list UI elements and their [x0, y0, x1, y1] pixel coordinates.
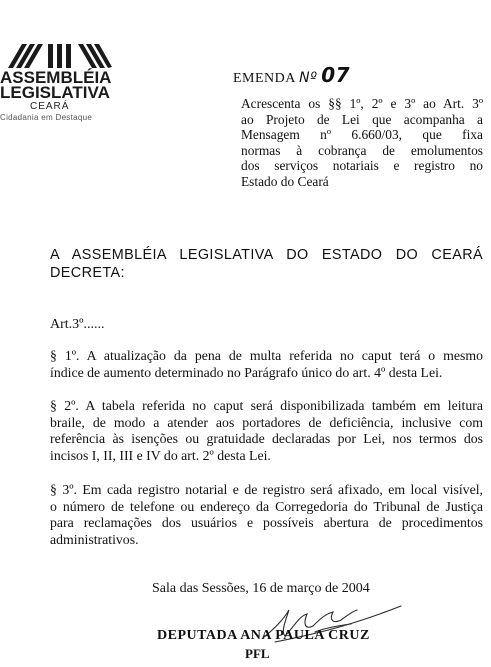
paragraph-3 — [50, 482, 483, 548]
summary-line: Estado do Ceará — [241, 173, 329, 189]
paragraph-line: o número de telefone ou endereço da Corregedoria do Tribunal de Justiça — [50, 498, 483, 514]
paragraph-line: § 1º. A atualização da pena de multa referida no caput terá o mesmo — [50, 348, 483, 363]
decree-header — [50, 246, 483, 282]
paragraph-line: índice de aumento determinado no Parágrafo único do art. 4º desta Lei. — [50, 364, 443, 380]
signer-name: DEPUTADA ANA PAULA CRUZ — [157, 628, 370, 643]
summary-line: dos serviços notariais e registro no — [241, 158, 483, 174]
amendment-number-prefix: Nº — [299, 70, 318, 86]
paragraph-1 — [50, 348, 483, 381]
paragraph-line: para reclamações dos usuários e possíveis abertura de procedimentos — [50, 515, 483, 531]
paragraph-line: referência às isenções ou gratuidade declaradas por Lei, nos termos dos — [50, 431, 483, 447]
summary-line: normas à cobrança de emolumentos — [241, 142, 483, 158]
paragraph-line: incisos I, II, III e IV do art. 2º desta Lei. — [50, 447, 271, 463]
logo-title-line2: LEGISLATIVA — [0, 83, 110, 102]
place-and-date: Sala das Sessões, 16 de março de 2004 — [152, 581, 370, 596]
amendment-heading — [233, 63, 350, 87]
logo-title-line1: ASSEMBLÉIA — [0, 68, 112, 87]
paragraph-2 — [50, 398, 483, 464]
signer-party: PFL — [245, 646, 270, 661]
amendment-summary — [241, 96, 483, 190]
logo-slogan: Cidadania em Destaque — [0, 113, 93, 122]
summary-line: Acrescenta os §§ 1º, 2º e 3º ao Art. 3º — [241, 96, 483, 111]
decree-line2: DECRETA: — [50, 265, 125, 281]
amendment-label: EMENDA — [233, 71, 296, 86]
summary-line: Mensagem nº 6.660/03, que fixa — [241, 127, 483, 143]
amendment-number: 07 — [321, 63, 351, 87]
article-label: Art.3º...... — [50, 317, 105, 332]
logo-state: CEARÁ — [30, 101, 70, 112]
paragraph-line: § 3º. Em cada registro notarial e de registro será afixado, em local visível, — [50, 482, 483, 497]
summary-line: ao Projeto de Lei que acompanha a — [241, 111, 483, 127]
paragraph-line: administrativos. — [50, 531, 139, 547]
paragraph-line: braile, de modo a atender aos portadores de deficiência, inclusive com — [50, 414, 483, 430]
paragraph-line: § 2º. A tabela referida no caput será disponibilizada também em leitura — [50, 398, 483, 413]
logo-title — [0, 70, 111, 100]
decree-line1: A ASSEMBLÉIA LEGISLATIVA DO ESTADO DO CEARÁ — [50, 247, 483, 263]
